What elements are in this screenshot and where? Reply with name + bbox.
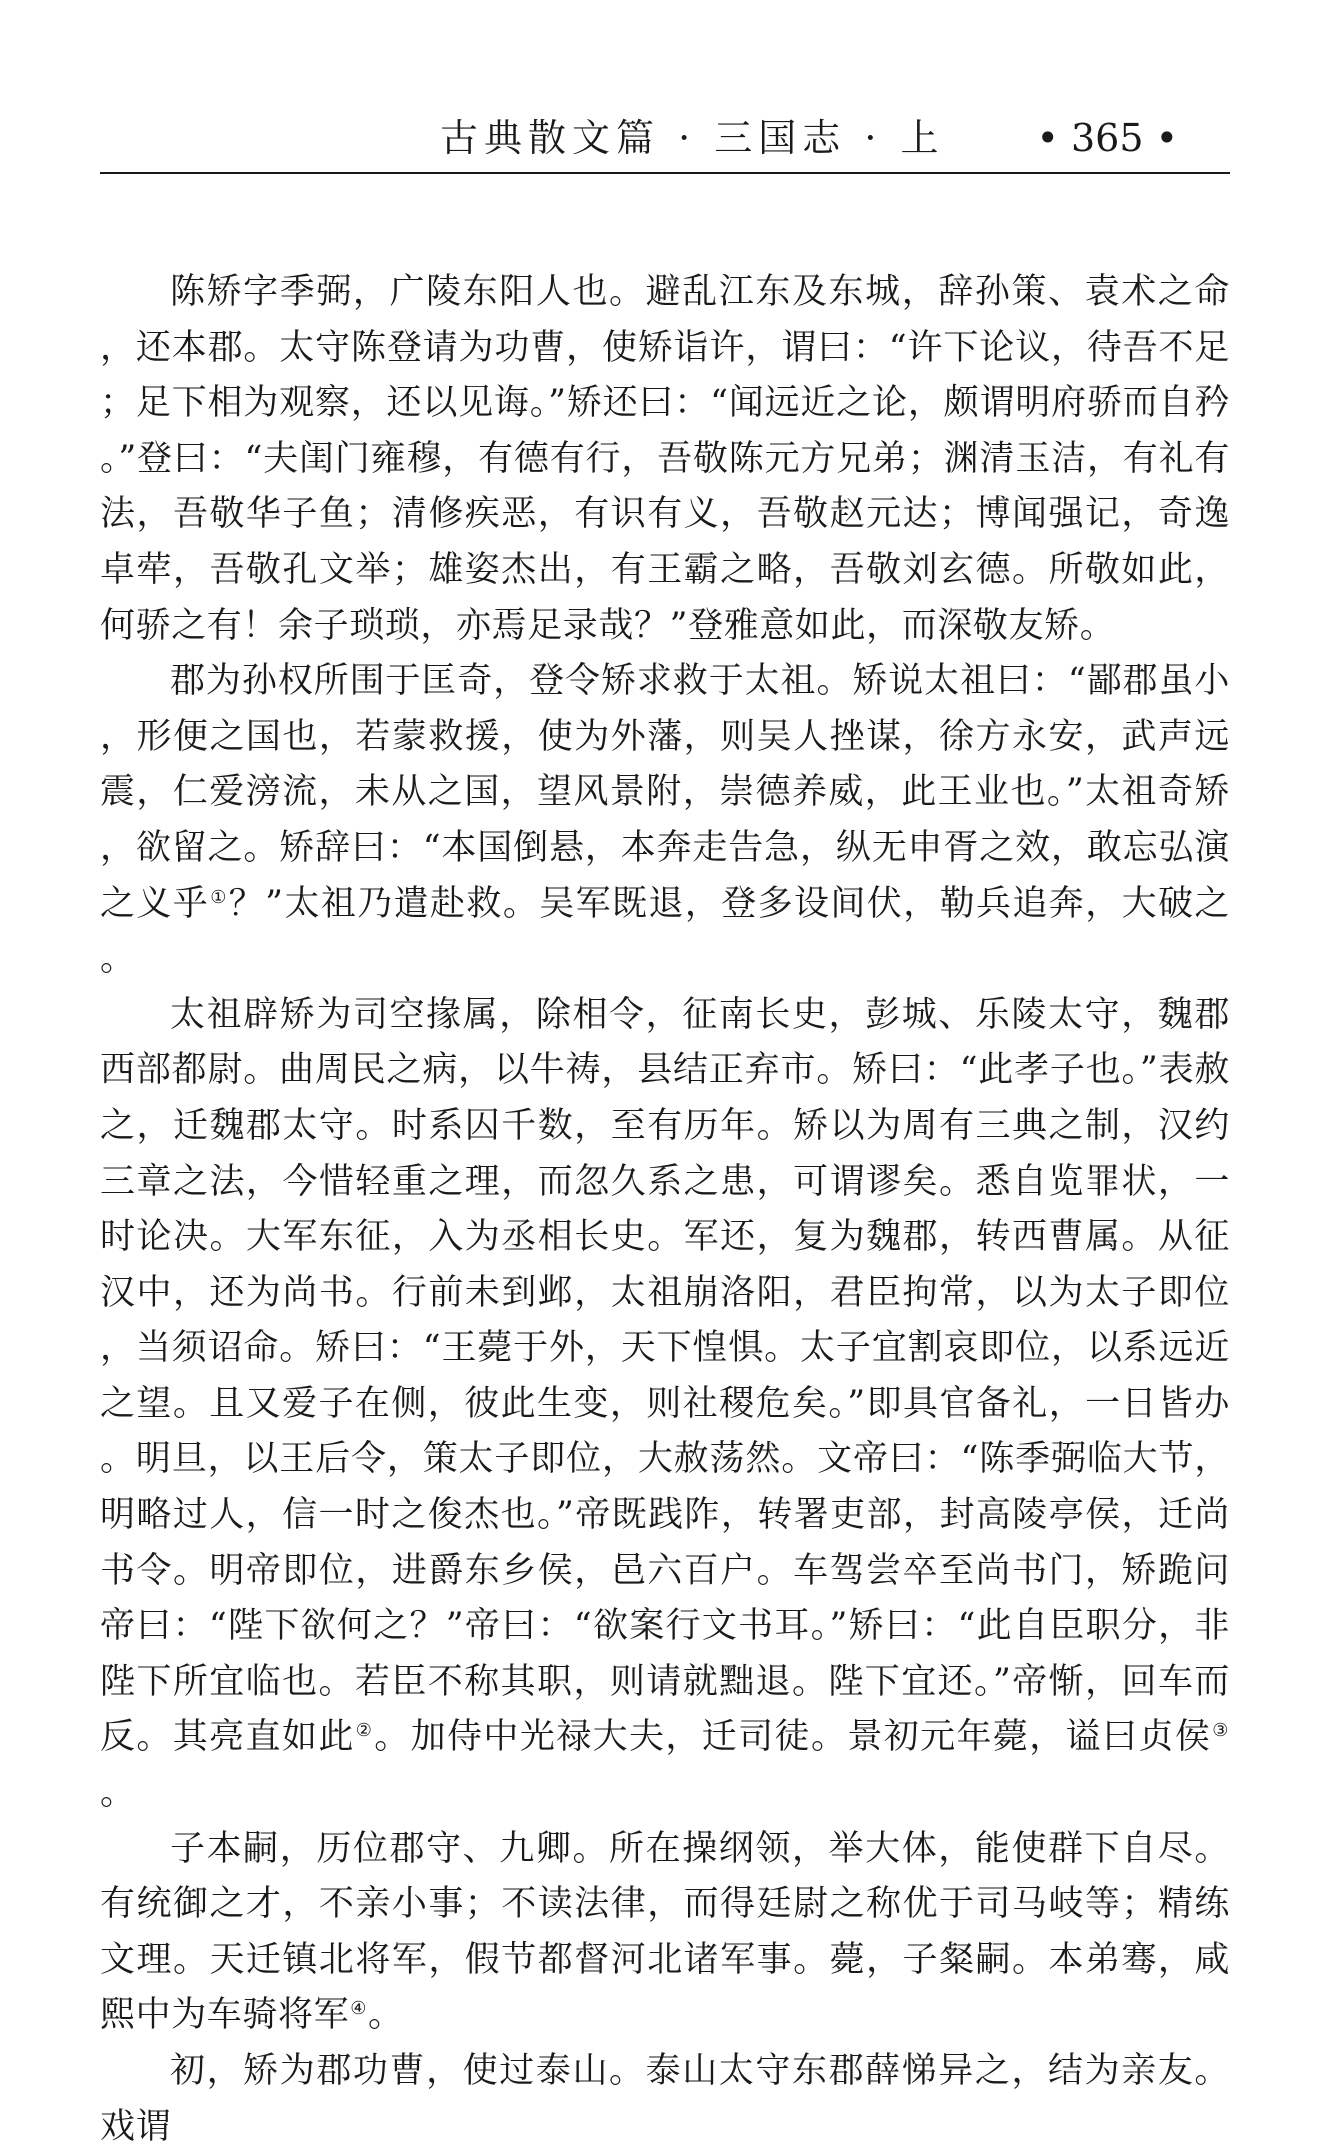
footnote-mark-1[interactable]: ① xyxy=(210,886,228,908)
paragraph-2-text-b: ？”太祖乃遣赴救。吴军既退，登多设间伏，勒兵追奔，大破之。 xyxy=(100,883,1230,980)
paragraph-3-text-a: 太祖辟矫为司空掾属，除相令，征南长史，彭城、乐陵太守，魏郡西部都尉。曲周民之病，以牛祷，县结正弃市。矫曰：“此孝子也。”表赦之，迁魏郡太守。时系囚千数，至有历年。矫以为周有三典之制，汉约三章之法，今惜轻重之理，而忽久系之患，可谓谬矣。悉自览罪状，一时论决。大军东征，入为丞相长史。军还，复为魏郡，转西曹属。从征汉中，还为尚书。行前未到邺，太祖崩洛阳，君臣拘常，以为太子即位，当须诏命。矫曰：“王薨于外，天下惶惧。太子宜割哀即位，以系远近之望。且又爱子在侧，彼此生变，则社稷危矣。”即具官备礼，一日皆办。明旦，以王后令，策太子即位，大赦荡然。文帝曰：“陈季弼临大节，明略过人，信一时之俊杰也。”帝既践阼，转署吏部，封高陵亭侯，迁尚书令。明帝即位，进爵东乡侯，邑六百户。车驾尝卒至尚书门，矫跪问帝曰：“陛下欲何之？”帝曰：“欲案行文书耳。”矫曰：“此自臣职分，非陛下所宜临也。若臣不称其职，则请就黜退。陛下宜还。”帝惭，回车而反。其亮直如此 xyxy=(100,994,1230,1758)
body-text xyxy=(100,265,1230,2155)
footnote-mark-4[interactable]: ④ xyxy=(350,1998,367,2020)
paragraph-5-text: 初，矫为郡功曹，使过泰山。泰山太守东郡薛悌异之，结为亲友。戏谓 xyxy=(100,2051,1230,2147)
paragraph-3 xyxy=(100,988,1230,1822)
paragraph-1-text: 陈矫字季弼，广陵东阳人也。避乱江东及东城，辞孙策、袁术之命，还本郡。太守陈登请为功曹，使矫诣许，谓曰：“许下论议，待吾不足；足下相为观察，还以见诲。”矫还曰：“闻远近之论，颇谓明府骄而自矜。”登曰：“夫闺门雍穆，有德有行，吾敬陈元方兄弟；渊清玉洁，有礼有法，吾敬华子鱼；清修疾恶，有识有义，吾敬赵元达；博闻强记，奇逸卓荦，吾敬孔文举；雄姿杰出，有王霸之略，吾敬刘玄德。所敬如此，何骄之有！余子琐琐，亦焉足录哉？”登雅意如此，而深敬友矫。 xyxy=(100,272,1230,646)
paragraph-4 xyxy=(100,1822,1230,2044)
footnote-mark-3[interactable]: ③ xyxy=(1212,1720,1229,1742)
header-rule xyxy=(100,172,1230,174)
running-head xyxy=(100,108,1230,168)
paragraph-3-text-b: 。加侍中光禄大夫，迁司徒。景初元年薨，谥曰贞侯 xyxy=(374,1717,1212,1758)
paragraph-5 xyxy=(100,2044,1230,2155)
paragraph-2 xyxy=(100,654,1230,988)
page-number: • 365 • xyxy=(1036,116,1178,160)
paragraph-4-text-a: 子本嗣，历位郡守、九卿。所在操纲领，举大体，能使群下自尽。有统御之才，不亲小事；不读法律，而得廷尉之称优于司马岐等；精练文理。天迁镇北将军，假节都督河北诸军事。薨，子粲嗣。本弟骞，咸熙中为车骑将军 xyxy=(100,1828,1230,2036)
paragraph-3-text-c: 。 xyxy=(100,1773,136,1814)
paragraph-4-text-b: 。 xyxy=(367,1995,404,2036)
footnote-mark-2[interactable]: ② xyxy=(355,1720,374,1742)
paragraph-2-text-a: 郡为孙权所围于匡奇，登令矫求救于太祖。矫说太祖曰：“鄙郡虽小，形便之国也，若蒙救援，使为外藩，则吴人挫谋，徐方永安，武声远震，仁爱滂流，未从之国，望风景附，崇德养威，此王业也。”太祖奇矫，欲留之。矫辞曰：“本国倒悬，本奔走告急，纵无申胥之效，敢忘弘演之义乎 xyxy=(100,661,1230,924)
paragraph-1 xyxy=(100,265,1230,654)
running-head-title: 古典散文篇 · 三国志 · 上 xyxy=(440,116,945,160)
